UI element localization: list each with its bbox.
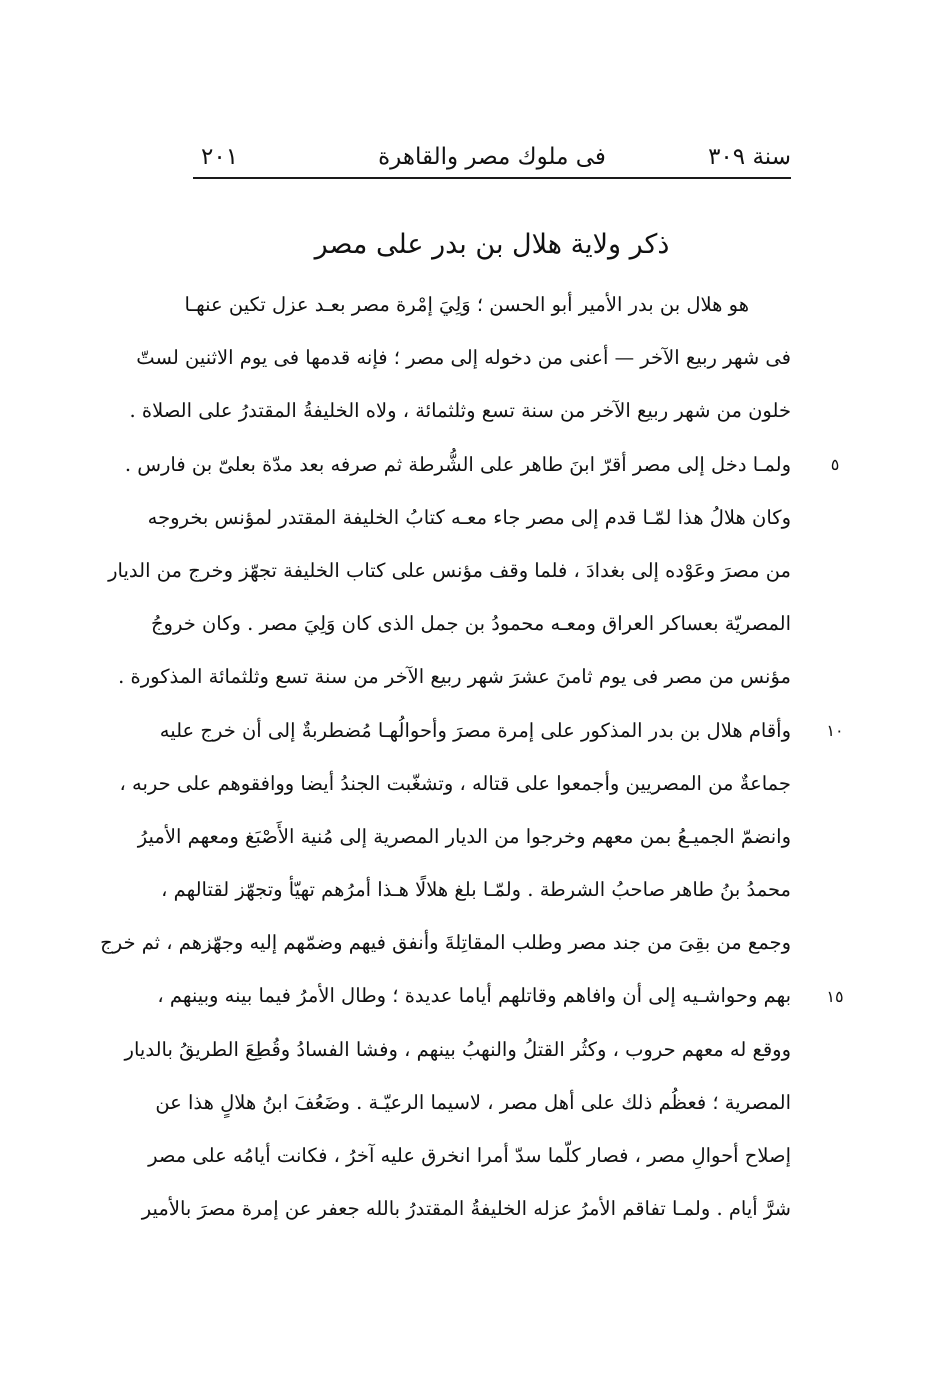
text-line: شرَّ أيام . ولمـا تفاقم الأمرُ عزله الخليفةُ المقتدرُ بالله جعفر عن إمرة مصرَ بالأمير (141, 1197, 791, 1221)
text-line: المصريّة بعساكر العراق ومعـه محمودُ بن جمل الذى كان وَلِيَ مصر . وكان خروجُ (150, 612, 791, 636)
text-line: فى شهر ربيع الآخر — أعنى من دخوله إلى مصر ؛ فإنه قدمها فى يوم الاثنين لستّ (136, 346, 791, 370)
header-rule (193, 177, 791, 179)
text-line: بهم وحواشـيه إلى أن وافاهم وقاتلهم أياما عديدة ؛ وطال الأمرُ فيما بينه وبينهم ، (157, 984, 791, 1008)
page-number: ٢٠١ (201, 144, 239, 170)
text-line: مؤنس من مصر فى يوم ثامنَ عشرَ شهر ربيع الآخر من سنة تسع وثلثمائة المذكورة . (118, 665, 791, 689)
page-header (193, 138, 791, 174)
text-line: المصرية ؛ فعظُم ذلك على أهل مصر ، لاسيما الرعيّـة . وضَعُفَ ابنُ هلالٍ هذا عن (155, 1090, 791, 1114)
section-title: ذكر ولاية هلال بن بدر على مصر (314, 229, 670, 260)
margin-line-number: ٥ (830, 455, 840, 474)
text-line: وجمع من بقِىَ من جند مصر وطلب المقاتِلةَ وأنفق فيهم وضمّهم إليه وجهّزهم ، ثم خرج (100, 931, 791, 955)
margin-line-number: ١٠ (826, 721, 844, 740)
text-line: هو هلال بن بدر الأمير أبو الحسن ؛ وَلِيَ إمْرة مصر بعـد عزل تكين عنهـا (184, 293, 749, 316)
text-line: خلون من شهر ربيع الآخر من سنة تسع وثلثمائة ، ولاه الخليفةُ المقتدرُ على الصلاة . (129, 399, 791, 423)
text-line: وأقام هلال بن بدر المذكور على إمرة مصرَ وأحوالُهـا مُضطربةٌ إلى أن خرج عليه (159, 718, 791, 742)
text-line: ولمـا دخل إلى مصر أقرّ ابنَ طاهر على الشُّرطة ثم صرفه بعد مدّة بعلىّ بن فارس . (124, 452, 791, 476)
margin-line-number: ١٥ (826, 987, 844, 1006)
text-line: وكان هلالُ هذا لمّـا قدم إلى مصر جاء معـه كتابُ الخليفة المقتدر لمؤنس بخروجه (147, 505, 791, 529)
text-line: إصلاح أحوالِ مصر ، فصار كلّما سدّ أمرا انخرق عليه آخرُ ، فكانت أيامُه على مصر (148, 1144, 791, 1167)
header-year: سنة ٣٠٩ (708, 144, 791, 170)
running-title: فى ملوك مصر والقاهرة (378, 144, 606, 170)
text-line: محمدُ بنُ طاهر صاحبُ الشرطة . ولمّـا بلغ هلالًا هـذا أمرُهم تهيّأ وتجهّز لقتالهم ، (161, 878, 791, 902)
text-line: من مصرَ وعَوْده إلى بغدادَ ، فلما وقف مؤنس على كتاب الخليفة تجهّز وخرج من الديار (108, 558, 791, 582)
text-line: وانضمّ الجميـعُ بمن معهم وخرجوا من الديار المصرية إلى مُنية الأَصْبَغ ومعهم الأميرُ (137, 824, 791, 848)
text-line: ووقع له معهم حروب ، وكثُر القتلُ والنهبُ بينهم ، وفشا الفسادُ وقُطِعَ الطريقُ بالديار (124, 1037, 791, 1061)
text-line: جماعةٌ من المصريين وأجمعوا على قتاله ، وتشغّبت الجندُ أيضا ووافقوهم على حربه ، (119, 771, 791, 795)
body-text (100, 278, 791, 1235)
